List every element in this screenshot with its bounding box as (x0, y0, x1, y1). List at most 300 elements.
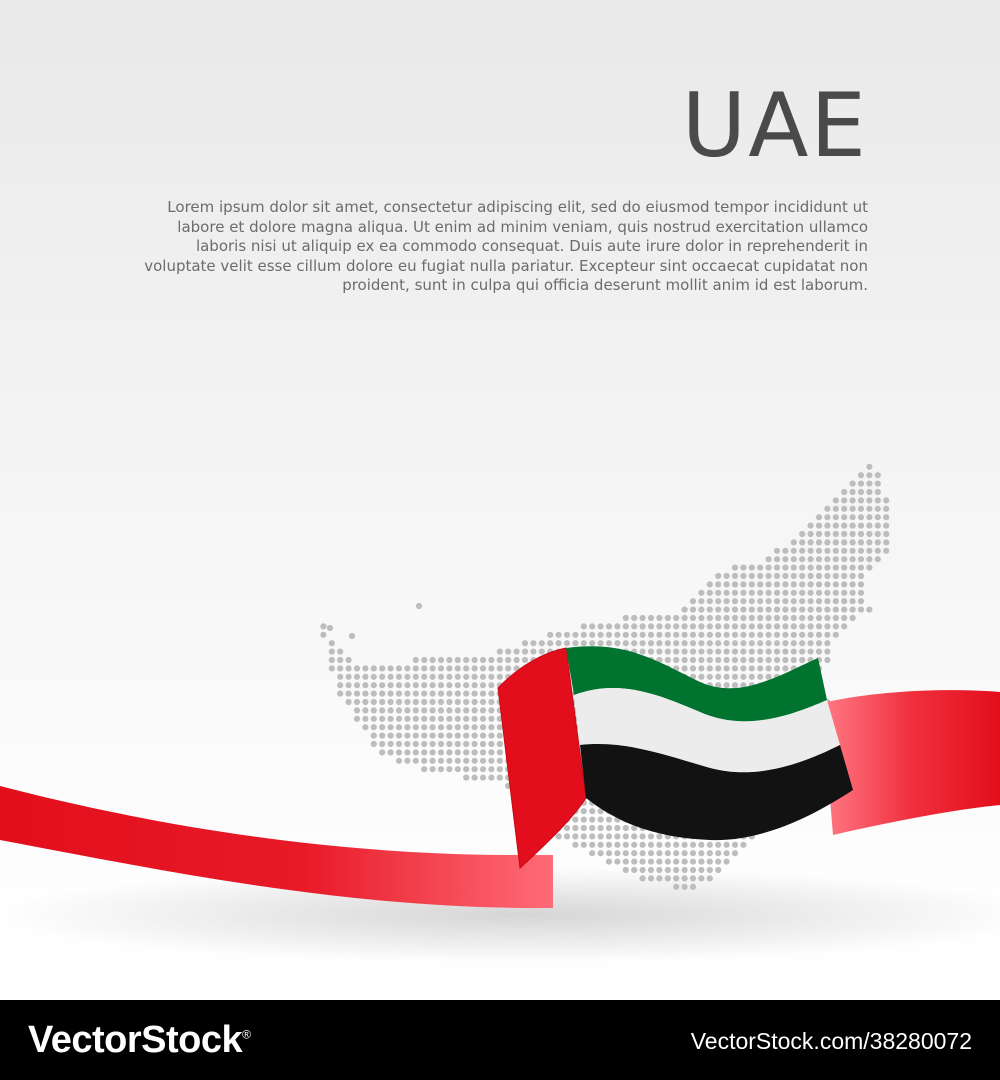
map-dot (866, 489, 872, 495)
map-dot (446, 758, 452, 764)
map-dot (488, 733, 494, 739)
map-dot (463, 707, 469, 713)
map-dot (656, 859, 662, 865)
map-dot (631, 640, 637, 646)
map-dot (488, 716, 494, 722)
map-dot (774, 640, 780, 646)
map-dot (379, 665, 385, 671)
map-dot (648, 632, 654, 638)
map-dot (875, 481, 881, 487)
map-dot (396, 682, 402, 688)
map-dot (682, 623, 688, 629)
map-dot (329, 640, 335, 646)
map-dot (598, 833, 604, 839)
map-dot (446, 665, 452, 671)
map-dot (791, 598, 797, 604)
map-dot (740, 565, 746, 571)
map-dot (824, 598, 830, 604)
map-dot (505, 649, 511, 655)
map-dot (564, 640, 570, 646)
map-dot (455, 665, 461, 671)
map-dot (413, 674, 419, 680)
map-dot (631, 632, 637, 638)
map-dot (841, 539, 847, 545)
map-dot (413, 758, 419, 764)
map-dot (337, 674, 343, 680)
map-dot (614, 623, 620, 629)
map-dot (824, 556, 830, 562)
map-dot (463, 724, 469, 730)
map-dot (875, 556, 881, 562)
map-dot (421, 707, 427, 713)
map-dot (858, 607, 864, 613)
map-dot (824, 523, 830, 529)
map-dot (757, 590, 763, 596)
map-dot (824, 573, 830, 579)
map-dot (648, 875, 654, 881)
map-dot (581, 833, 587, 839)
map-dot (455, 691, 461, 697)
map-dot (850, 539, 856, 545)
map-dot (858, 598, 864, 604)
map-dot (816, 523, 822, 529)
map-dot (850, 556, 856, 562)
map-dot (421, 674, 427, 680)
map-dot (858, 531, 864, 537)
map-dot (362, 699, 368, 705)
map-dot (766, 556, 772, 562)
map-dot (766, 590, 772, 596)
map-dot (379, 716, 385, 722)
map-dot (606, 817, 612, 823)
map-dot (707, 649, 713, 655)
map-dot (488, 775, 494, 781)
map-dot (698, 607, 704, 613)
map-dot (388, 665, 394, 671)
map-dot (388, 699, 394, 705)
map-dot (388, 674, 394, 680)
map-dot (841, 531, 847, 537)
map-dot (371, 691, 377, 697)
map-dot (656, 833, 662, 839)
map-dot (866, 607, 872, 613)
map-dot (396, 691, 402, 697)
map-dot (808, 573, 814, 579)
map-dot (782, 623, 788, 629)
map-dot (816, 539, 822, 545)
map-dot (774, 623, 780, 629)
map-dot (446, 707, 452, 713)
map-dot (631, 833, 637, 839)
map-dot (799, 565, 805, 571)
map-dot (379, 741, 385, 747)
map-dot (841, 623, 847, 629)
map-dot (413, 724, 419, 730)
map-dot (858, 573, 864, 579)
map-dot (572, 842, 578, 848)
map-dot (740, 573, 746, 579)
map-dot (724, 615, 730, 621)
map-dot (430, 657, 436, 663)
map-dot (640, 615, 646, 621)
map-dot (480, 699, 486, 705)
map-dot (707, 581, 713, 587)
map-dot (371, 716, 377, 722)
map-dot (497, 733, 503, 739)
map-dot (715, 867, 721, 873)
map-dot (648, 850, 654, 856)
map-dot (715, 598, 721, 604)
map-dot (816, 615, 822, 621)
map-dot (648, 859, 654, 865)
map-dot (404, 674, 410, 680)
map-dot (808, 632, 814, 638)
map-dot (841, 489, 847, 495)
map-dot (413, 699, 419, 705)
map-dot (749, 598, 755, 604)
map-dot (379, 707, 385, 713)
map-dot (581, 817, 587, 823)
map-dot (488, 766, 494, 772)
map-dot (724, 649, 730, 655)
map-dot (346, 674, 352, 680)
map-dot (682, 875, 688, 881)
map-dot (404, 699, 410, 705)
map-dot (698, 632, 704, 638)
map-dot (866, 481, 872, 487)
map-dot (757, 623, 763, 629)
map-dot (698, 649, 704, 655)
map-dot (724, 859, 730, 865)
map-dot (757, 598, 763, 604)
map-dot (766, 565, 772, 571)
map-dot (850, 481, 856, 487)
map-dot (824, 649, 830, 655)
map-dot (757, 607, 763, 613)
map-dot (371, 707, 377, 713)
map-dot (665, 649, 671, 655)
map-dot (715, 850, 721, 856)
map-dot (858, 548, 864, 554)
map-dot (707, 632, 713, 638)
map-dot (480, 758, 486, 764)
map-dot (858, 497, 864, 503)
map-dot (472, 741, 478, 747)
map-dot (648, 842, 654, 848)
map-dot (724, 842, 730, 848)
map-dot (556, 833, 562, 839)
map-dot (388, 724, 394, 730)
map-dot (581, 640, 587, 646)
map-dot (463, 741, 469, 747)
map-dot (791, 581, 797, 587)
map-dot (371, 741, 377, 747)
map-dot (808, 598, 814, 604)
map-dot (505, 657, 511, 663)
map-dot (404, 682, 410, 688)
map-dot (455, 766, 461, 772)
map-dot (354, 691, 360, 697)
map-dot (455, 699, 461, 705)
map-dot (379, 724, 385, 730)
map-dot (766, 581, 772, 587)
map-dot (337, 657, 343, 663)
map-dot (488, 674, 494, 680)
map-dot (682, 842, 688, 848)
map-dot (707, 623, 713, 629)
map-dot (833, 523, 839, 529)
ribbon-right (822, 690, 1000, 835)
map-dot (841, 615, 847, 621)
map-dot (488, 758, 494, 764)
map-dot (430, 766, 436, 772)
map-dot (866, 506, 872, 512)
map-dot (824, 548, 830, 554)
map-dot (371, 682, 377, 688)
map-dot (875, 472, 881, 478)
map-dot (715, 573, 721, 579)
map-dot (480, 682, 486, 688)
map-dot (488, 724, 494, 730)
map-dot (833, 539, 839, 545)
map-dot (883, 539, 889, 545)
map-dot (883, 523, 889, 529)
map-dot (614, 825, 620, 831)
map-dot (547, 640, 553, 646)
map-dot (480, 724, 486, 730)
map-dot (396, 707, 402, 713)
map-dot (782, 632, 788, 638)
map-dot (404, 691, 410, 697)
map-dot (715, 607, 721, 613)
map-dot (766, 649, 772, 655)
map-dot (388, 733, 394, 739)
map-dot (480, 665, 486, 671)
map-dot (346, 657, 352, 663)
map-dot (732, 573, 738, 579)
map-dot (530, 649, 536, 655)
map-dot (421, 716, 427, 722)
map-dot (472, 749, 478, 755)
map-dot (455, 724, 461, 730)
map-dot (640, 850, 646, 856)
map-dot (430, 674, 436, 680)
map-dot (346, 699, 352, 705)
map-dot (438, 749, 444, 755)
map-dot (404, 741, 410, 747)
map-dot (791, 632, 797, 638)
map-dot (396, 716, 402, 722)
map-dot (799, 531, 805, 537)
map-dot (640, 833, 646, 839)
map-dot (421, 724, 427, 730)
map-dot (715, 674, 721, 680)
map-dot (430, 691, 436, 697)
map-dot (472, 657, 478, 663)
map-dot (732, 682, 738, 688)
map-dot (396, 741, 402, 747)
map-dot (665, 623, 671, 629)
map-dot (724, 665, 730, 671)
map-dot (690, 884, 696, 890)
map-dot (824, 623, 830, 629)
map-dot (715, 615, 721, 621)
map-dot (707, 859, 713, 865)
map-dot (782, 657, 788, 663)
map-dot (850, 573, 856, 579)
map-dot (774, 607, 780, 613)
map-dot (858, 514, 864, 520)
map-dot (430, 707, 436, 713)
map-dot (690, 615, 696, 621)
map-dot (833, 506, 839, 512)
map-dot (808, 640, 814, 646)
map-dot (833, 623, 839, 629)
map-dot (564, 833, 570, 839)
map-dot (606, 833, 612, 839)
map-dot (480, 775, 486, 781)
map-dot (707, 674, 713, 680)
map-dot (732, 590, 738, 596)
map-dot (816, 640, 822, 646)
map-dot (379, 733, 385, 739)
map-dot (631, 859, 637, 865)
map-dot (648, 640, 654, 646)
map-dot (740, 674, 746, 680)
map-dot (572, 817, 578, 823)
map-dot (715, 657, 721, 663)
map-dot (480, 766, 486, 772)
map-dot (698, 615, 704, 621)
map-dot (640, 623, 646, 629)
map-dot (589, 850, 595, 856)
map-dot (556, 640, 562, 646)
map-dot (682, 859, 688, 865)
map-dot (673, 632, 679, 638)
map-dot (740, 598, 746, 604)
map-dot (446, 682, 452, 688)
map-dot (824, 657, 830, 663)
map-dot (648, 833, 654, 839)
map-dot (850, 581, 856, 587)
map-dot (724, 590, 730, 596)
map-dot (438, 699, 444, 705)
map-dot (782, 665, 788, 671)
map-dot (833, 607, 839, 613)
map-dot (808, 565, 814, 571)
map-dot (472, 691, 478, 697)
map-dot (623, 623, 629, 629)
map-dot (808, 556, 814, 562)
map-dot (438, 724, 444, 730)
map-dot (724, 850, 730, 856)
map-dot (816, 581, 822, 587)
map-dot (337, 691, 343, 697)
map-dot (715, 581, 721, 587)
map-dot (388, 741, 394, 747)
map-dot (346, 691, 352, 697)
map-dot (446, 657, 452, 663)
map-dot (690, 623, 696, 629)
map-dot (824, 531, 830, 537)
map-dot (740, 665, 746, 671)
map-dot (539, 649, 545, 655)
map-dot (791, 615, 797, 621)
map-dot (732, 623, 738, 629)
map-dot (766, 632, 772, 638)
map-dot (665, 657, 671, 663)
map-dot (757, 615, 763, 621)
map-dot (749, 590, 755, 596)
map-dot (740, 649, 746, 655)
map-dot (497, 775, 503, 781)
map-dot (463, 758, 469, 764)
map-dot (841, 565, 847, 571)
map-dot (656, 875, 662, 881)
map-dot (379, 682, 385, 688)
brand-logo (28, 1019, 251, 1062)
map-dot (707, 598, 713, 604)
map-dot (791, 640, 797, 646)
map-dot (799, 649, 805, 655)
map-dot (850, 497, 856, 503)
map-dot (799, 556, 805, 562)
map-dot (463, 691, 469, 697)
map-dot (883, 497, 889, 503)
map-dot (715, 590, 721, 596)
map-dot (724, 607, 730, 613)
map-dot (715, 649, 721, 655)
map-dot (581, 825, 587, 831)
map-dot (698, 867, 704, 873)
map-dot (808, 649, 814, 655)
map-dot (455, 749, 461, 755)
map-dot (362, 674, 368, 680)
map-dot (774, 590, 780, 596)
map-dot (774, 573, 780, 579)
map-dot (446, 724, 452, 730)
map-dot (866, 531, 872, 537)
map-dot (623, 850, 629, 856)
map-dot (413, 733, 419, 739)
map-dot (732, 640, 738, 646)
map-dot (413, 716, 419, 722)
map-dot (766, 674, 772, 680)
map-dot (421, 691, 427, 697)
map-dot (799, 548, 805, 554)
map-dot (640, 649, 646, 655)
map-dot (673, 850, 679, 856)
map-dot (682, 640, 688, 646)
map-dot (665, 867, 671, 873)
map-dot (850, 615, 856, 621)
map-dot (774, 581, 780, 587)
map-dot (841, 590, 847, 596)
map-dot (858, 472, 864, 478)
map-dot (774, 548, 780, 554)
map-dot (362, 682, 368, 688)
map-dot (740, 657, 746, 663)
map-dot (589, 632, 595, 638)
map-dot (774, 665, 780, 671)
map-dot (875, 523, 881, 529)
map-dot (875, 539, 881, 545)
map-dot (816, 649, 822, 655)
map-dot (850, 607, 856, 613)
map-dot (413, 741, 419, 747)
map-dot (614, 833, 620, 839)
map-dot (379, 691, 385, 697)
